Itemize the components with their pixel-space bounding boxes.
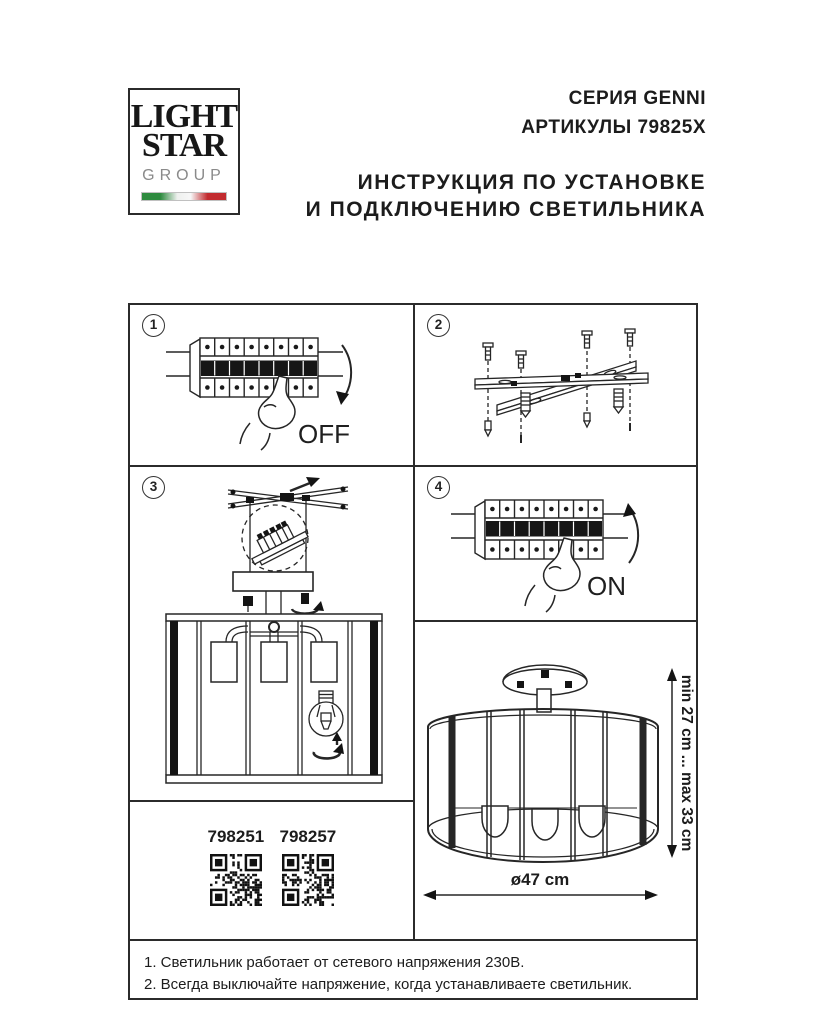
bulb-icon	[309, 691, 343, 736]
rotate-arrow-icon	[313, 601, 324, 611]
on-label: ON	[587, 571, 626, 601]
article-right-column	[280, 827, 336, 937]
dim-arrow-left-icon	[423, 890, 436, 900]
instruction-title-line1: ИНСТРУКЦИЯ ПО УСТАНОВКЕ	[357, 171, 706, 194]
mounting-bracket-illustration	[415, 305, 696, 465]
instruction-grid	[128, 303, 698, 1000]
height-dimension-label: min 27 cm ... max 33 cm	[678, 674, 695, 852]
dim-arrow-right-icon	[645, 890, 658, 900]
qr-code-right	[282, 854, 334, 906]
article-left-label: 798251	[207, 827, 265, 846]
notes	[130, 941, 696, 996]
step4-badge: 4	[427, 476, 450, 499]
article-panel	[130, 802, 413, 937]
logo-word-light: LIGHT	[130, 98, 238, 135]
assembly-illustration	[130, 467, 413, 800]
qr-code-left	[210, 854, 262, 906]
step1-badge: 1	[142, 314, 165, 337]
off-label: OFF	[298, 419, 350, 449]
terminal-block-detail	[243, 515, 310, 568]
dim-arrow-top-icon	[667, 668, 677, 681]
header	[306, 84, 706, 223]
step3-badge: 3	[142, 476, 165, 499]
screw-rotate-arrow-icon	[333, 743, 344, 754]
articles-title: АРТИКУЛЫ 79825X	[521, 117, 706, 138]
breaker-off-illustration	[130, 305, 413, 465]
article-left-column	[208, 827, 264, 937]
dim-arrow-bottom-icon	[667, 845, 677, 858]
breaker-on-illustration	[415, 467, 696, 620]
article-right-label: 798257	[279, 827, 337, 846]
note-line-1: 1. Светильник работает от сетевого напряжения 230В.	[144, 954, 525, 971]
italian-flag-bar	[141, 192, 227, 201]
slide-arrow-icon	[306, 477, 320, 487]
instruction-title-line2: И ПОДКЛЮЧЕНИЮ СВЕТИЛЬНИКА	[305, 198, 706, 221]
step2-badge: 2	[427, 314, 450, 337]
logo-word-group: GROUP	[142, 167, 226, 184]
logo-word-star: STAR	[141, 127, 227, 164]
lightstar-logo	[128, 88, 240, 215]
series-title: СЕРИЯ GENNI	[568, 88, 706, 109]
lamp-dimensions-illustration	[415, 622, 696, 937]
note-line-2: 2. Всегда выключайте напряжение, когда устанавливаете светильник.	[144, 976, 633, 993]
diameter-dimension-label: ø47 cm	[510, 870, 570, 889]
